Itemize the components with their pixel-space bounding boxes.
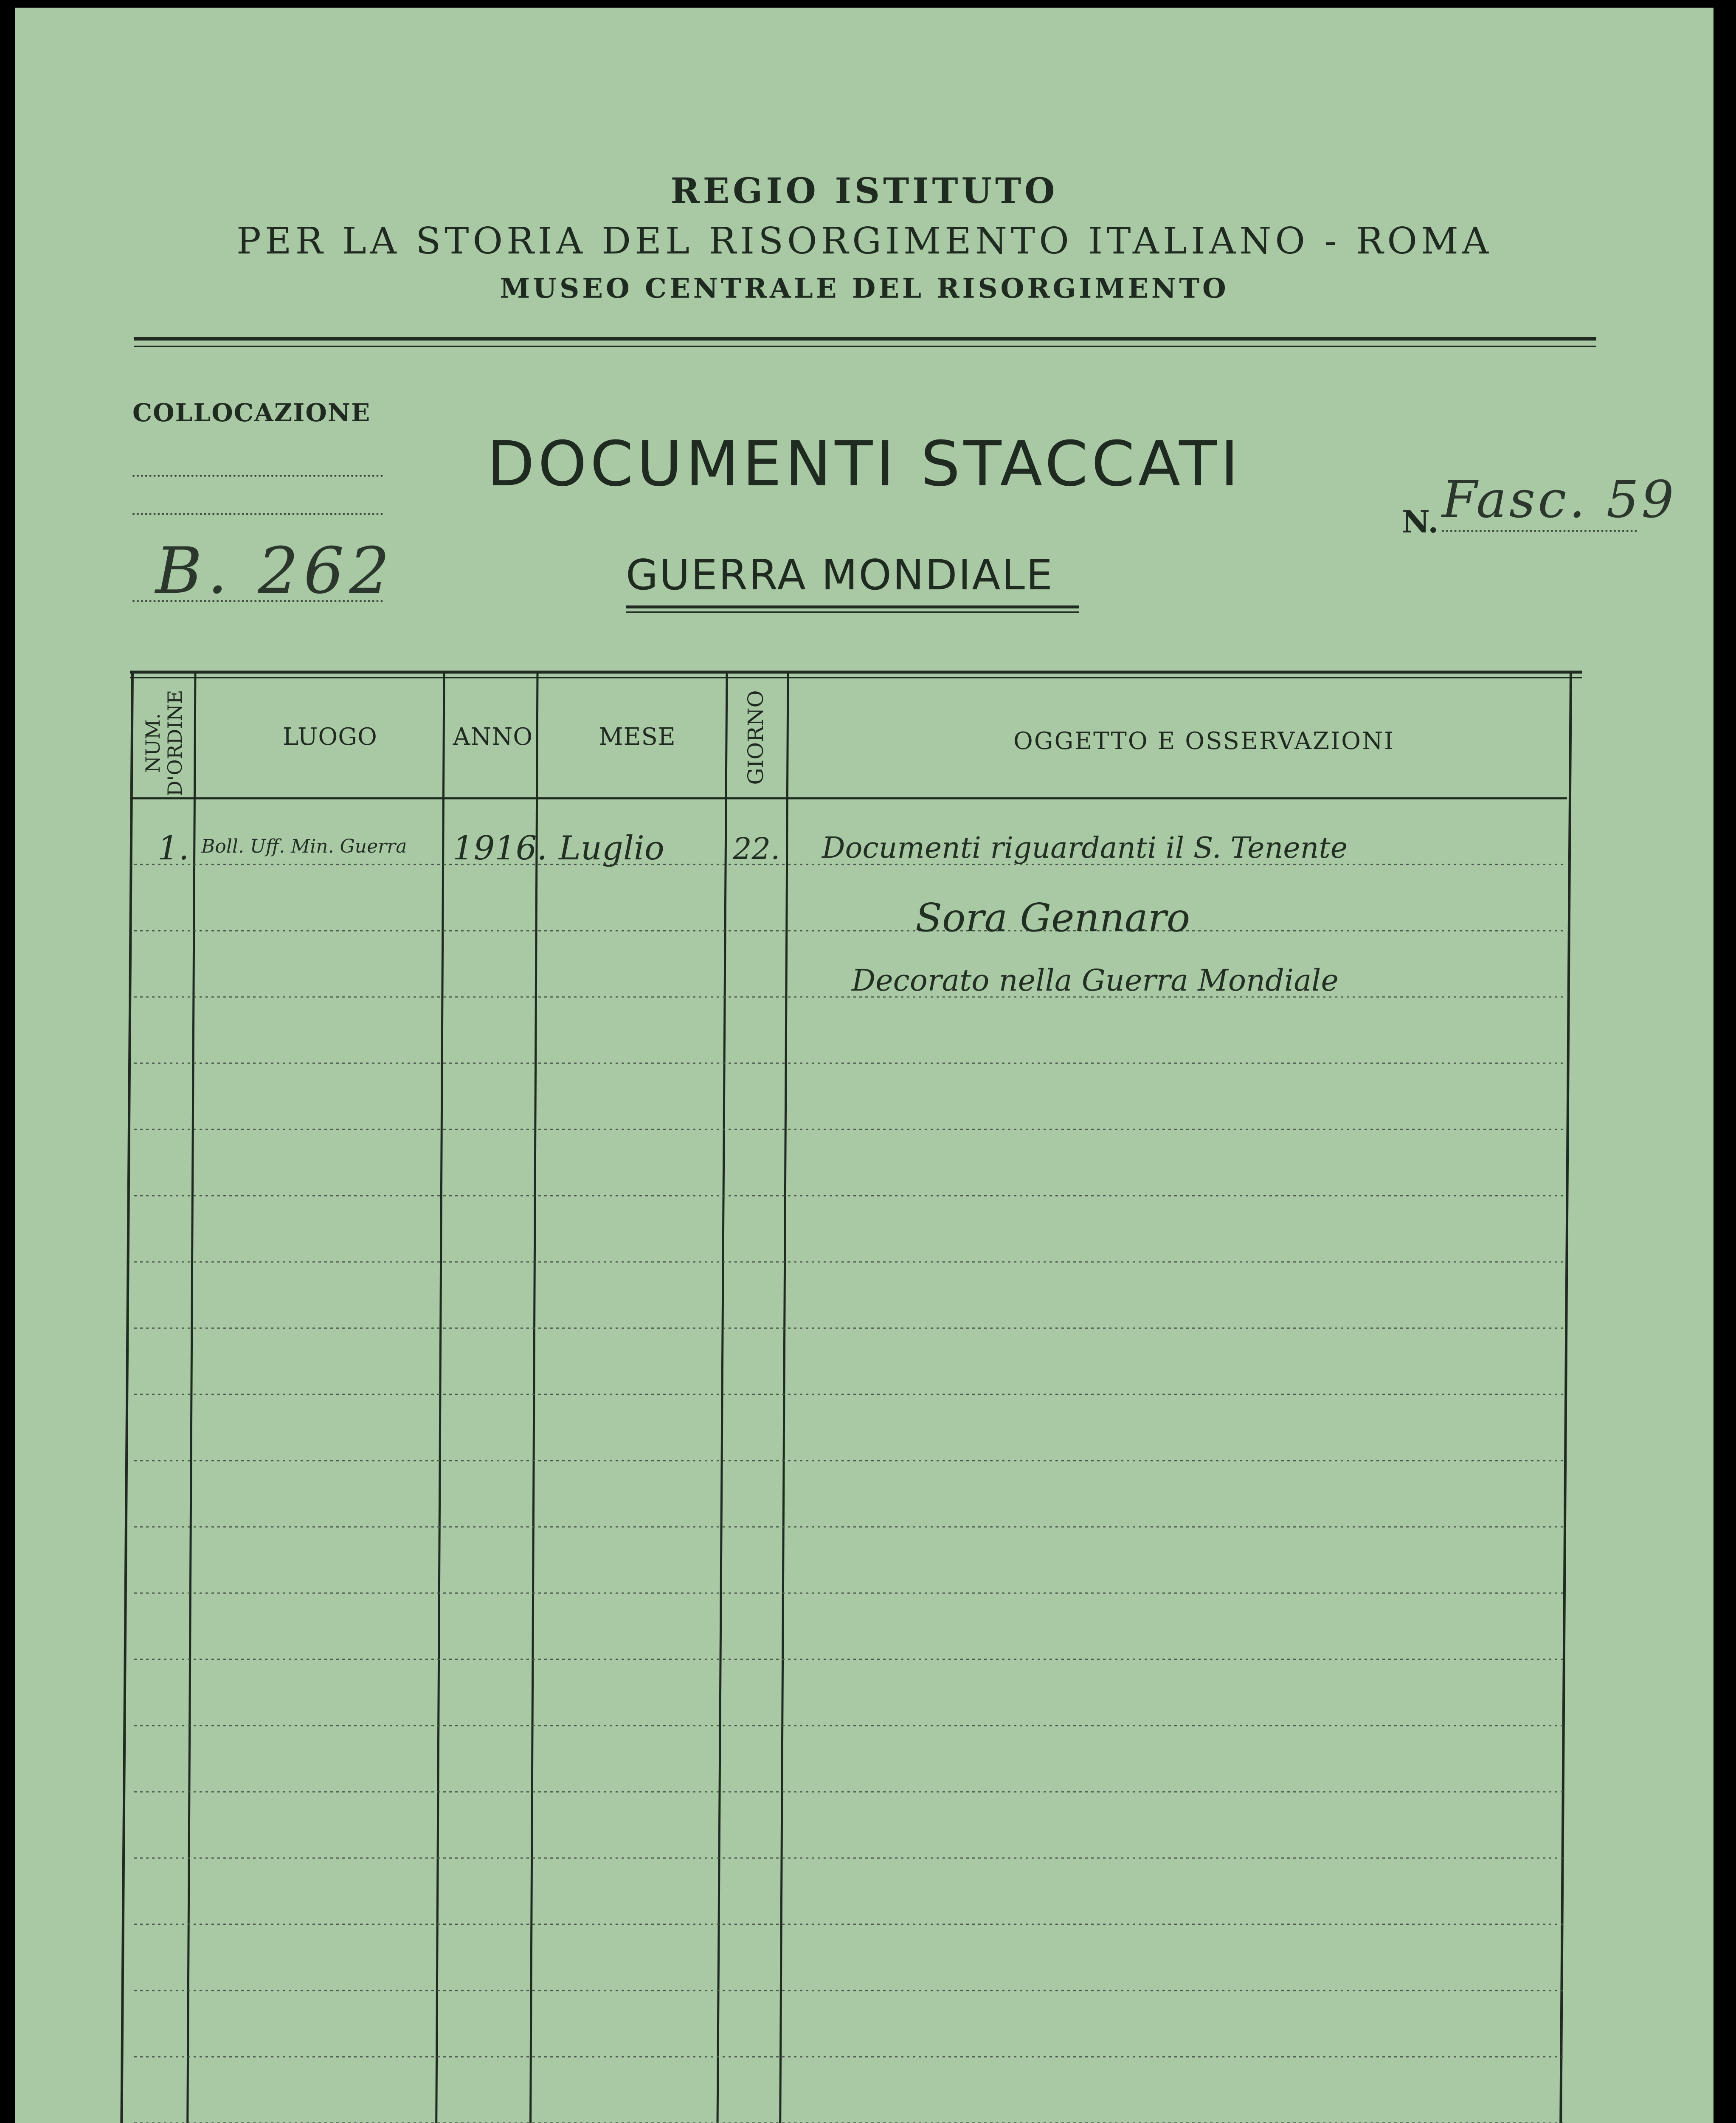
column-header-num-ordine — [142, 684, 186, 802]
institute-name: REGIO ISTITUTO — [670, 171, 1058, 211]
column-header-num-line2: D'ORDINE — [163, 690, 186, 797]
entry-oggetto-line1: Documenti riguardanti il S. Tenente — [822, 831, 1348, 865]
column-header-mese: MESE — [599, 723, 676, 751]
entry-luogo: Boll. Uff. Min. Guerra — [201, 836, 407, 857]
number-label: N. — [1402, 504, 1439, 540]
institute-subtitle: PER LA STORIA DEL RISORGIMENTO ITALIANO - ROMA — [236, 220, 1493, 262]
column-header-giorno: GIORNO — [743, 690, 768, 785]
fascicolo-number: Fasc. 59 — [1442, 470, 1677, 529]
document-title: DOCUMENTI STACCATI — [487, 428, 1242, 500]
document-subtitle: GUERRA MONDIALE — [626, 551, 1054, 600]
table-column-line — [1560, 672, 1571, 2123]
table-column-line — [436, 672, 444, 2123]
table-column-line — [187, 672, 195, 2123]
table-column-line — [530, 672, 537, 2123]
column-header-num-line1: NUM. — [141, 713, 164, 773]
museum-name: MUSEO CENTRALE DEL RISORGIMENTO — [500, 273, 1229, 304]
table-column-line — [779, 672, 788, 2123]
entry-num: 1. — [158, 829, 189, 867]
collocazione-value: B. 262 — [155, 534, 395, 608]
entry-oggetto-line3: Decorato nella Guerra Mondiale — [852, 963, 1339, 998]
table-column-line — [717, 672, 727, 2123]
collocazione-label: COLLOCAZIONE — [132, 398, 371, 427]
register-table — [15, 8, 1713, 2123]
entry-anno: 1916. — [453, 829, 548, 867]
entry-giorno: 22. — [733, 831, 780, 866]
document-sheet — [15, 8, 1713, 2123]
entry-mese: Luglio — [559, 829, 664, 867]
table-column-line — [121, 672, 132, 2123]
column-header-oggetto: OGGETTO E OSSERVAZIONI — [1013, 727, 1395, 755]
column-header-anno: ANNO — [453, 723, 533, 751]
column-header-luogo: LUOGO — [283, 723, 377, 751]
entry-oggetto-line2: Sora Gennaro — [915, 895, 1190, 940]
